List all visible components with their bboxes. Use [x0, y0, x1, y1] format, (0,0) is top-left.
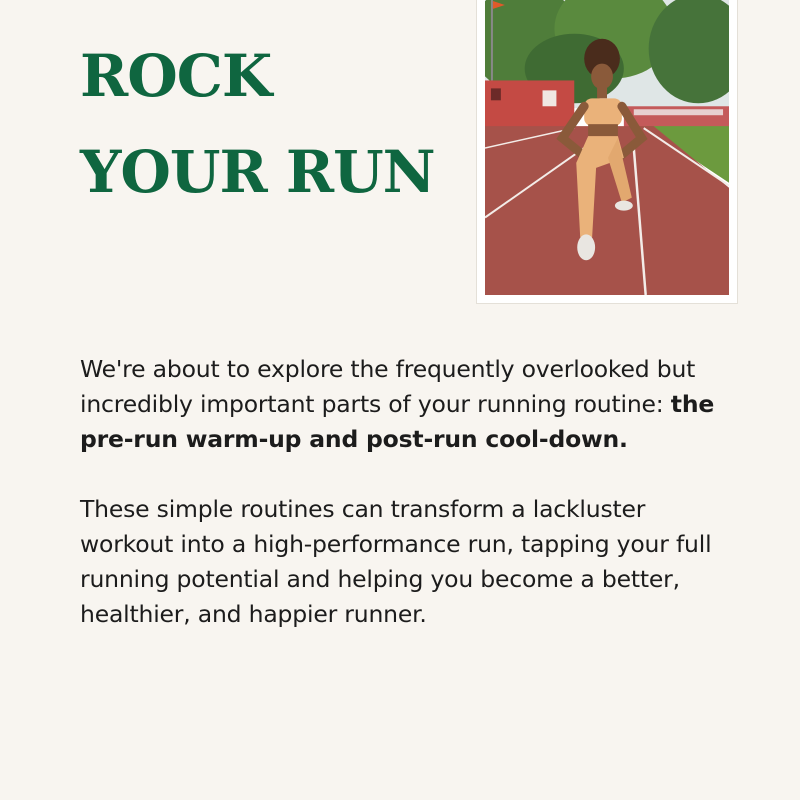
title-line-1: ROCK: [80, 42, 272, 110]
photo-frame: [476, 0, 738, 304]
runner-stretching-image: [485, 0, 729, 295]
intro-text: We're about to explore the frequently overlooked but incredibly important parts of your running routine:: [80, 355, 696, 418]
intro-paragraph: [80, 352, 730, 457]
page-title: [80, 28, 435, 220]
benefits-paragraph: These simple routines can transform a lackluster workout into a high-performance run, tapping your full running potential and helping you become a better, healthier, and happier runner.: [80, 495, 712, 628]
intro-emphasis: the pre-run warm-up and post-run cool-down.: [80, 390, 715, 453]
body-text: [80, 352, 730, 632]
runner-photo: [485, 0, 729, 295]
title-line-2: YOUR RUN: [80, 138, 435, 206]
